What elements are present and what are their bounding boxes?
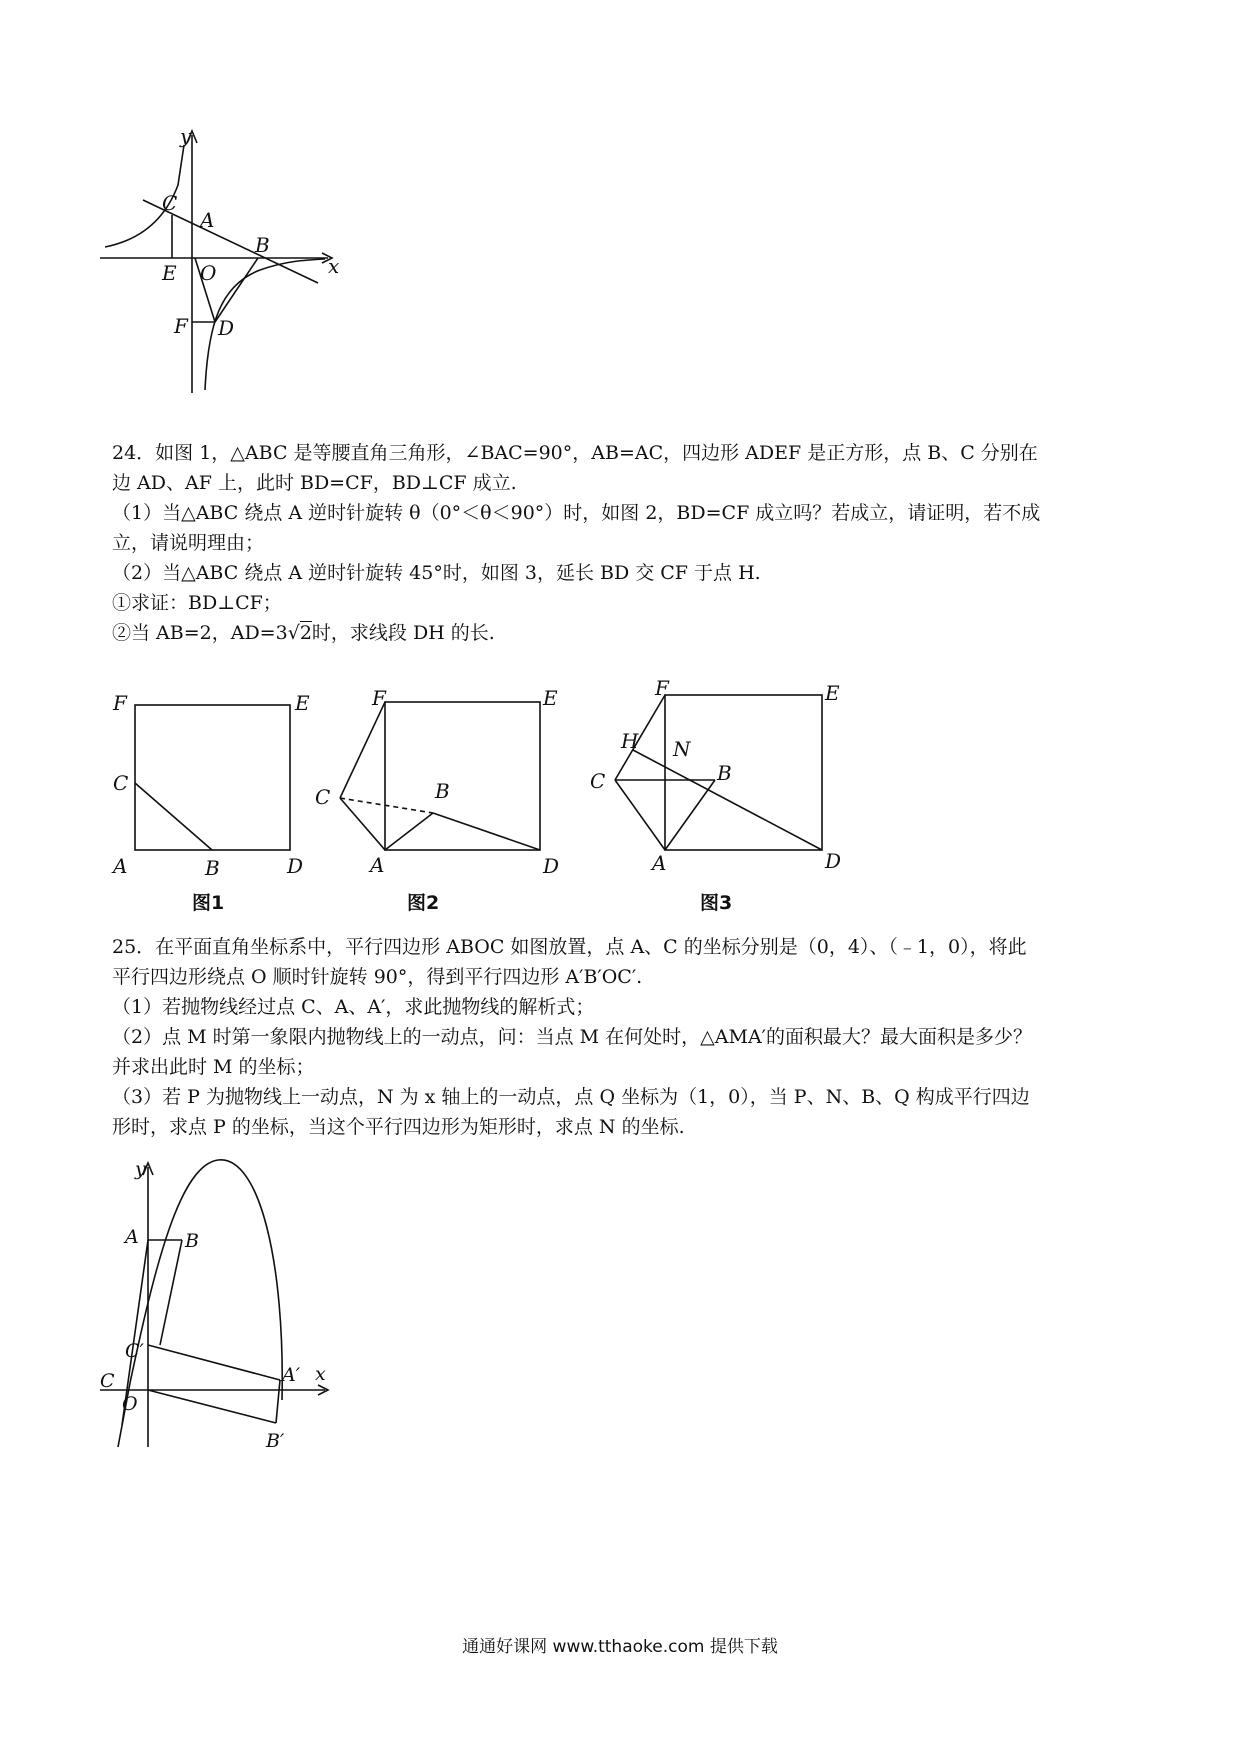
fig1-label-b: B: [205, 856, 220, 880]
fig1-label-e: E: [295, 691, 310, 715]
fig3-label-a: A: [652, 851, 667, 875]
fig1-label-c: C: [113, 771, 129, 795]
q24-line-7: [112, 618, 1142, 648]
q24-line-1: 24．如图 1，△ABC 是等腰直角三角形，∠BAC=90°，AB=AC，四边形 ADEF 是正方形，点 B、C 分别在: [112, 442, 1038, 464]
fig1-label-a: A: [113, 854, 128, 878]
q24-line-7-prefix: ②当 AB=2，AD=3: [112, 622, 288, 644]
q25-line-5: 并求出此时 M 的坐标；: [112, 1056, 315, 1078]
q24-line-6: ①求证：BD⊥CF；: [112, 592, 282, 614]
fig3-label-h: H: [621, 729, 639, 753]
fig2-label-b: B: [435, 779, 450, 803]
fig2-label-c: C: [315, 785, 331, 809]
figure-1: [105, 685, 325, 885]
coordinate-figure-hyperbola: [100, 125, 350, 400]
figure-3-caption: 图3: [700, 892, 733, 914]
q25-line-1: 25．在平面直角坐标系中，平行四边形 ABOC 如图放置，点 A、C 的坐标分别是（0，4）、（﹣1，0），将此: [112, 936, 1027, 958]
fig1-label-d: D: [287, 854, 304, 878]
x-axis-label: x: [328, 254, 340, 278]
point-label-f: F: [174, 314, 188, 338]
fig3-label-n: N: [673, 737, 691, 761]
fig2-label-a: A: [370, 853, 385, 877]
q25-line-4: （2）点 M 时第一象限内抛物线上的一动点，问：当点 M 在何处时，△AMA′的面积最大？最大面积是多少？: [112, 1026, 1032, 1048]
point-label-c: C: [162, 191, 178, 215]
q24-line-7-suffix: 时，求线段 DH 的长.: [311, 622, 495, 644]
q24-line-5: （2）当△ABC 绕点 A 逆时针旋转 45°时，如图 3，延长 BD 交 CF 于点 H.: [112, 562, 761, 584]
point-label-d: D: [218, 316, 235, 340]
q25-line-3: （1）若抛物线经过点 C、A、A′，求此抛物线的解析式；: [112, 996, 595, 1018]
q25-line-6: （3）若 P 为抛物线上一动点，N 为 x 轴上的一动点，点 Q 坐标为（1，0），当 P、N、B、Q 构成平行四边: [112, 1086, 1030, 1108]
q24-line-3: （1）当△ABC 绕点 A 逆时针旋转 θ（0°＜θ＜90°）时，如图 2，BD=CF 成立吗？若成立，请证明，若不成: [112, 502, 1041, 524]
point-label-c: C: [100, 1370, 115, 1392]
q24-line-2: 边 AD、AF 上，此时 BD=CF，BD⊥CF 成立.: [112, 472, 517, 494]
fig2-label-d: D: [543, 854, 560, 878]
coordinate-figure-parabola: [100, 1155, 370, 1455]
point-label-o: O: [122, 1393, 138, 1415]
figure-2: [305, 680, 565, 885]
point-label-o: O: [200, 261, 217, 285]
point-label-c-prime: C′: [125, 1340, 144, 1362]
y-axis-label: y: [180, 125, 192, 148]
fig1-label-f: F: [113, 691, 127, 715]
figure-3: [585, 670, 855, 885]
fig3-label-c: C: [590, 769, 606, 793]
point-label-a: A: [125, 1226, 139, 1248]
fig2-label-f: F: [372, 686, 386, 710]
point-label-e: E: [162, 261, 177, 285]
q25-line-7: 形时，求点 P 的坐标，当这个平行四边形为矩形时，求点 N 的坐标.: [112, 1116, 685, 1138]
q24-line-4: 立，请说明理由；: [112, 532, 265, 554]
point-label-a: A: [200, 208, 215, 232]
question-25: [112, 932, 1142, 1142]
sqrt-symbol: √: [287, 622, 300, 644]
fig2-label-e: E: [543, 686, 558, 710]
point-label-a-prime: A′: [282, 1364, 301, 1386]
x-axis-label: x: [315, 1363, 326, 1385]
point-label-b: B: [185, 1230, 199, 1252]
page-footer: 通通好课网 www.tthaoke.com 提供下载: [462, 1637, 778, 1657]
fig3-label-f: F: [655, 676, 669, 700]
sqrt-radicand: 2: [299, 622, 312, 644]
fig3-label-e: E: [825, 681, 840, 705]
figure-2-caption: 图2: [407, 892, 440, 914]
fig3-label-b: B: [717, 761, 732, 785]
point-label-b: B: [255, 233, 270, 257]
fig3-label-d: D: [825, 849, 842, 873]
q25-line-2: 平行四边形绕点 O 顺时针旋转 90°，得到平行四边形 A′B′OC′.: [112, 966, 643, 988]
figure-1-caption: 图1: [192, 892, 225, 914]
point-label-b-prime: B′: [266, 1430, 285, 1452]
question-24: [112, 438, 1142, 648]
y-axis-label: y: [135, 1158, 146, 1180]
